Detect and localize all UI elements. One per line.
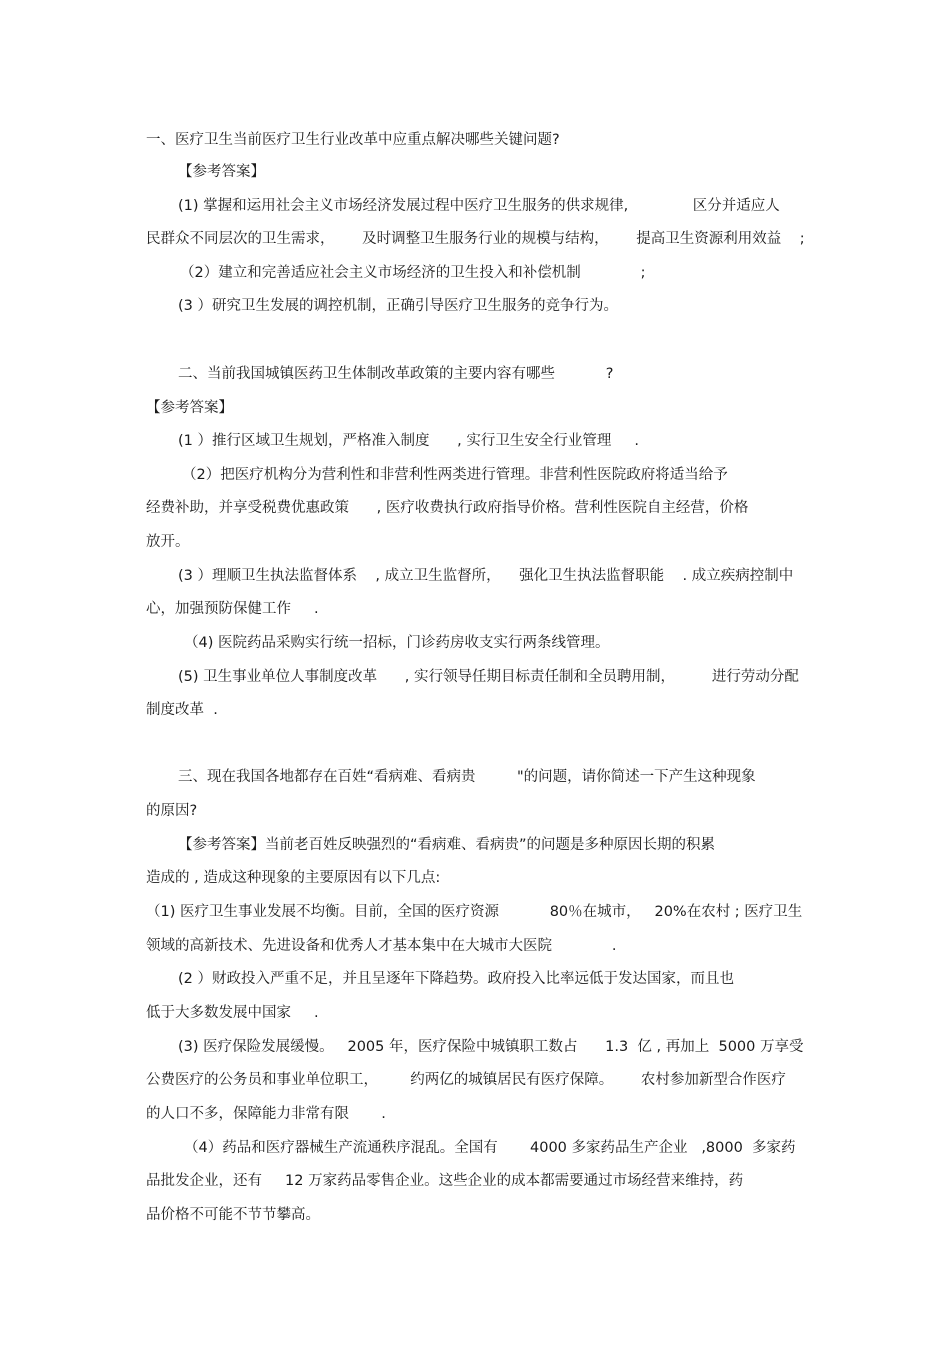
answer-2-line: （4) 医院药品采购实行统一招标，门诊药房收支实行两条线管理。: [184, 635, 610, 651]
answer-3-line: （4）药品和医疗器械生产流通秩序混乱。全国有 4000 多家药品生产企业 ,8000 多家药: [184, 1140, 796, 1156]
answer-3-line: 品批发企业，还有 12 万家药品零售企业。这些企业的成本都需要通过市场经营来维持，药: [146, 1173, 744, 1189]
answer-3-line: 的人口不多，保障能力非常有限 .: [146, 1106, 386, 1122]
answer-3-line: 领域的高新技术、先进设备和优秀人才基本集中在大城市大医院 .: [146, 938, 617, 954]
answer-2-line: 制度改革 .: [146, 702, 218, 718]
answer-2-line: 经费补助，并享受税费优惠政策 , 医疗收费执行政府指导价格。营利性医院自主经营，价格: [146, 500, 749, 516]
answer-2-line: (1 ）推行区域卫生规划，严格准入制度 , 实行卫生安全行业管理 .: [178, 433, 640, 449]
answer-label-2: 【参考答案】: [146, 400, 233, 416]
answer-3-line: （1) 医疗卫生事业发展不均衡。目前，全国的医疗资源 80％在城市， 20%在农村 ; 医疗卫生: [146, 904, 803, 920]
question-1: 一、医疗卫生当前医疗卫生行业改革中应重点解决哪些关键问题?: [146, 132, 560, 148]
answer-3-line: 造成的 , 造成这种现象的主要原因有以下几点:: [146, 870, 441, 886]
answer-3-line: (2 ）财政投入严重不足，并且呈逐年下降趋势。政府投入比率远低于发达国家，而且也: [178, 971, 734, 987]
answer-2-line: (5) 卫生事业单位人事制度改革 , 实行领导任期目标责任制和全员聘用制， 进行劳动分配: [178, 669, 799, 685]
question-3: 的原因?: [146, 803, 198, 819]
answer-1-line: (3 ）研究卫生发展的调控机制，正确引导医疗卫生服务的竞争行为。: [178, 298, 618, 314]
question-3: 三、现在我国各地都存在百姓“看病难、看病贵 "的问题，请你简述一下产生这种现象: [178, 769, 756, 785]
answer-2-line: 放开。: [146, 534, 190, 550]
answer-1-line: （2）建立和完善适应社会主义市场经济的卫生投入和补偿机制 ;: [180, 265, 646, 281]
question-2: 二、当前我国城镇医药卫生体制改革政策的主要内容有哪些 ?: [178, 366, 614, 382]
answer-3-line: 低于大多数发展中国家 .: [146, 1005, 319, 1021]
answer-1-line: 民群众不同层次的卫生需求， 及时调整卫生服务行业的规模与结构， 提高卫生资源利用效益 ;: [146, 231, 805, 247]
answer-3-line: 【参考答案】当前老百姓反映强烈的“看病难、看病贵”的问题是多种原因长期的积累: [178, 837, 716, 853]
answer-1-line: (1) 掌握和运用社会主义市场经济发展过程中医疗卫生服务的供求规律, 区分并适应人: [178, 198, 780, 214]
answer-2-line: （2）把医疗机构分为营利性和非营利性两类进行管理。非营利性医院政府将适当给予: [182, 467, 728, 483]
answer-label-1: 【参考答案】: [178, 164, 265, 180]
answer-3-line: (3) 医疗保险发展缓慢。 2005 年，医疗保险中城镇职工数占 1.3 亿 , 再加上 5000 万享受: [178, 1039, 804, 1055]
answer-3-line: 公费医疗的公务员和事业单位职工， 约两亿的城镇居民有医疗保障。 农村参加新型合作医疗: [146, 1072, 786, 1088]
answer-2-line: (3 ）理顺卫生执法监督体系 , 成立卫生监督所， 强化卫生执法监督职能 . 成立疾病控制中: [178, 568, 794, 584]
answer-3-line: 品价格不可能不节节攀高。: [146, 1207, 320, 1223]
answer-2-line: 心，加强预防保健工作 .: [146, 601, 319, 617]
